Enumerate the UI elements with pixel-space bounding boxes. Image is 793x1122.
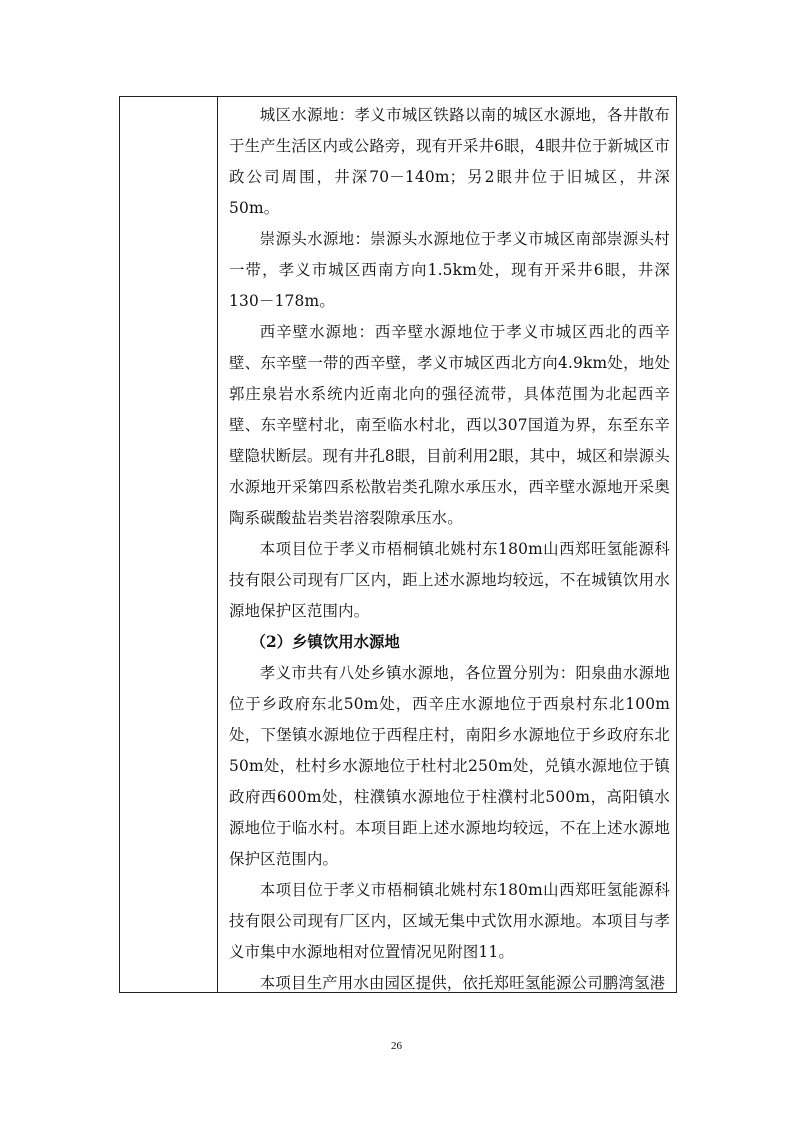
paragraph-project-location-1: 本项目位于孝义市梧桐镇北姚村东180m山西郑旺氢能源科技有限公司现有厂区内，距上述水源地均较远，不在城镇饮用水源地保护区范围内。 (229, 540, 670, 620)
table-right-column (219, 97, 676, 992)
paragraph-production-water: 本项目生产用水由园区提供，依托郑旺氢能源公司鹏湾氢港 (259, 974, 666, 992)
paragraph-urban-water-source: 城区水源地：孝义市城区铁路以南的城区水源地，各井散布于生产生活区内或公路旁，现有开采井6眼，4眼井位于新城区市政公司周围，井深70－140m；另2眼井位于旧城区，井深50m。 (229, 106, 670, 217)
content-table (119, 96, 677, 993)
paragraph-xixinbi-water-source: 西辛壁水源地：西辛壁水源地位于孝义市城区西北的西辛壁、东辛壁一带的西辛壁，孝义市城区西北方向4.9km处，地处郭庄泉岩水系统内近南北向的强径流带，具体范围为北起西辛壁、东辛壁村北，南至临水村北，西以307国道为界，东至东辛壁隐状断层。现有井孔8眼，目前利用2眼，其中，城区和崇源头水源地开采第四系松散岩类孔隙水承压水，西辛壁水源地开采奥陶系碳酸盐岩类岩溶裂隙承压水。 (229, 323, 670, 527)
paragraph-project-location-2: 本项目位于孝义市梧桐镇北姚村东180m山西郑旺氢能源科技有限公司现有厂区内，区域无集中式饮用水源地。本项目与孝义市集中水源地相对位置情况见附图11。 (229, 881, 670, 961)
page-number: 26 (391, 1040, 402, 1052)
paragraph-chongyuantou-water-source: 崇源头水源地：崇源头水源地位于孝义市城区南部崇源头村一带，孝义市城区西南方向1.5km处，现有开采井6眼，井深130－178m。 (229, 230, 670, 310)
table-left-column (120, 97, 218, 992)
paragraph-township-water-sources: 孝义市共有八处乡镇水源地，各位置分别为：阳泉曲水源地位于乡政府东北50m处，西辛庄水源地位于西泉村东北100m处，下堡镇水源地位于西程庄村，南阳乡水源地位于乡政府东北50m处，杜村乡水源地位于杜村北250m处，兑镇水源地位于镇政府西600m处，柱濮镇水源地位于柱濮村北500m，高阳镇水源地位于临水村。本项目距上述水源地均较远，不在上述水源地保护区范围内。 (229, 664, 670, 868)
section-heading-township-water-source: （2）乡镇饮用水源地 (250, 633, 400, 651)
